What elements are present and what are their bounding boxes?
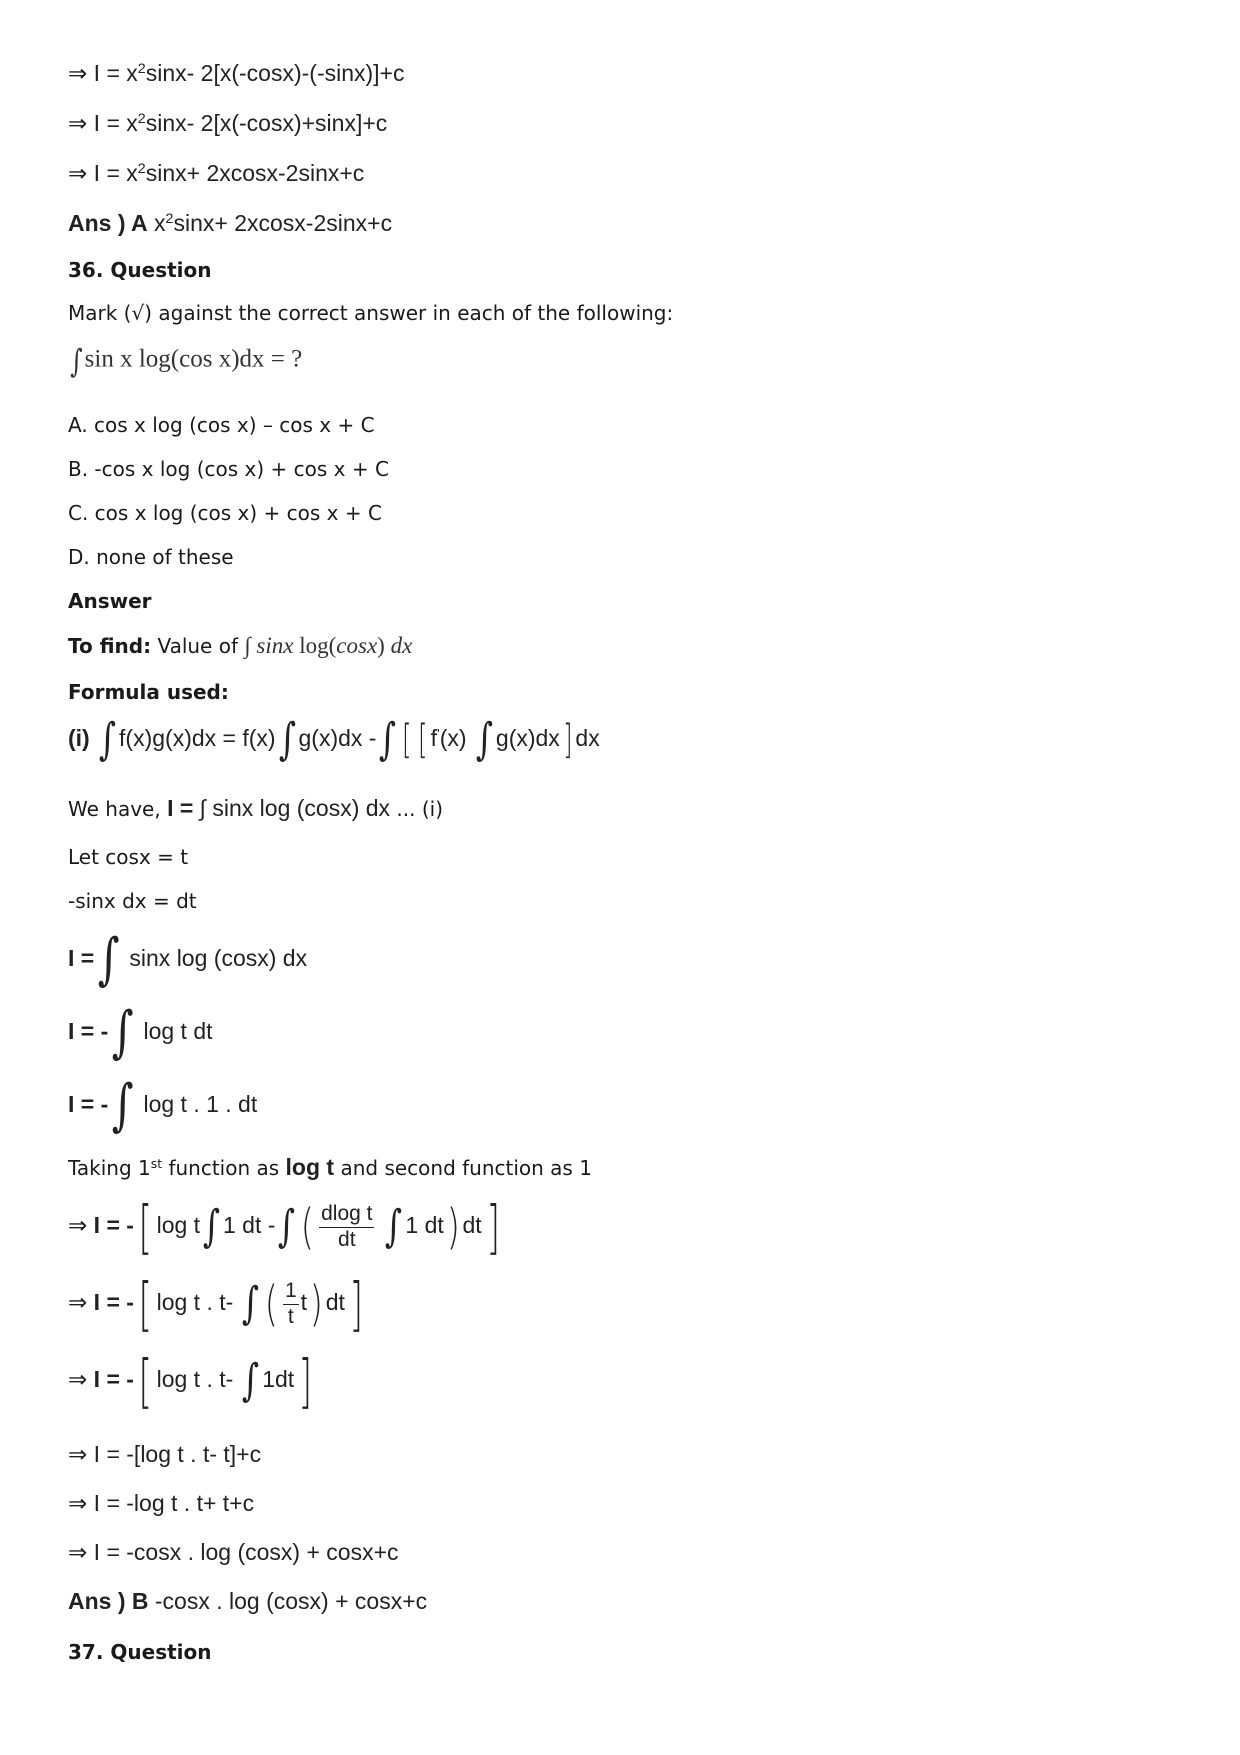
right-bracket: ] <box>349 1270 364 1338</box>
answer-heading: Answer <box>68 589 152 613</box>
work-step-2 <box>68 1270 368 1338</box>
integral-sign: ∫ <box>475 714 494 765</box>
expr-part: dt <box>462 1212 482 1239</box>
formula-label: (i) <box>68 725 90 752</box>
work-step-4 <box>68 1441 261 1468</box>
formula-heading: Formula used: <box>68 680 229 704</box>
question-36-heading: 36. Question <box>68 258 212 282</box>
integral-sign: ∫ <box>98 714 117 765</box>
answer-label: Ans ) A <box>68 210 148 236</box>
we-have-expression <box>167 795 390 821</box>
left-paren: ( <box>301 1199 315 1255</box>
numerator: dlog t <box>319 1203 374 1227</box>
taking-text: and second function as 1 <box>340 1156 592 1180</box>
to-find-text: Value of <box>157 634 238 658</box>
taking-line <box>68 1154 592 1181</box>
right-paren: ) <box>446 1199 460 1255</box>
work-step-6 <box>68 1539 399 1566</box>
implies-arrow: ⇒ <box>68 1490 88 1516</box>
answer-35 <box>68 210 392 237</box>
step-text: I = x <box>93 160 138 186</box>
prime-mark: ' <box>437 726 440 743</box>
exponent: 2 <box>137 61 146 78</box>
step-text: I = -[log t . t- t]+c <box>93 1441 262 1467</box>
implies-arrow: ⇒ <box>68 1289 88 1316</box>
integral-sign: ∫ <box>202 1201 221 1252</box>
expr-part: I = <box>68 945 95 972</box>
option-b: B. -cos x log (cos x) + cos x + C <box>68 457 389 481</box>
we-have-text: We have, <box>68 797 161 821</box>
we-have-line <box>68 795 443 822</box>
left-bracket: [ <box>402 717 412 763</box>
expr-part: log( <box>299 633 337 658</box>
expr-part: log t . 1 . dt <box>143 1091 258 1118</box>
function-name: log t <box>285 1154 335 1180</box>
fraction <box>319 1203 374 1250</box>
expr-part: I = - <box>68 1091 109 1118</box>
exponent: 2 <box>137 161 146 178</box>
answer-36 <box>68 1588 427 1615</box>
expr-part: sinx log (cosx) dx <box>129 945 308 972</box>
option-c: C. cos x log (cos x) + cos x + C <box>68 501 382 525</box>
step-text: sinx- 2[x(-cosx)-(-sinx)]+c <box>145 60 405 86</box>
formula-part: f(x)g(x)dx = f(x) <box>119 725 276 752</box>
implies-arrow: ⇒ <box>68 110 88 136</box>
taking-text: function as <box>168 1156 280 1180</box>
right-bracket: ] <box>298 1347 313 1415</box>
integral-sign: ∫ <box>278 1201 296 1252</box>
option-a: A. cos x log (cos x) – cos x + C <box>68 413 375 437</box>
let-line: Let cosx = t <box>68 845 189 869</box>
work-step-3 <box>68 1347 317 1415</box>
expr-part: I = - <box>93 1289 134 1316</box>
right-paren: ) <box>309 1276 323 1332</box>
formula-part: g(x)dx - <box>298 725 377 752</box>
implies-arrow: ⇒ <box>68 1212 88 1239</box>
expr-part: dt <box>325 1289 345 1316</box>
implies-arrow: ⇒ <box>68 1539 88 1565</box>
expr-part: sinx <box>256 633 294 658</box>
denominator: t <box>287 1304 294 1328</box>
taking-text: Taking 1 <box>68 1156 151 1180</box>
exponent: 2 <box>165 211 174 228</box>
denominator: dt <box>338 1227 356 1251</box>
formula-part: (x) <box>439 725 467 752</box>
left-bracket: [ <box>138 1193 153 1261</box>
integral-sign: ∫ <box>385 1201 403 1252</box>
integral-sign: ∫ <box>111 1073 134 1138</box>
answer-text: x <box>154 210 166 236</box>
expr-part: log t . t- <box>156 1366 234 1393</box>
formula-part: dx <box>575 725 600 752</box>
question-instruction: Mark (√) against the correct answer in each of the following: <box>68 301 674 325</box>
expr-part: cosx <box>336 633 378 658</box>
step-text: sinx- 2[x(-cosx)+sinx]+c <box>145 110 388 136</box>
implies-arrow: ⇒ <box>68 1366 88 1393</box>
expr-part: log t dt <box>143 1018 213 1045</box>
expr-part: 1 dt <box>405 1212 444 1239</box>
formula-part: g(x)dx <box>495 725 560 752</box>
equation-tag: ... (i) <box>396 797 443 821</box>
expr-part: dx <box>390 633 413 658</box>
integral-sign: ∫ <box>242 1355 260 1406</box>
expr-part: sinx log (cosx) dx <box>212 795 391 821</box>
expr-part: I = - <box>68 1018 109 1045</box>
implies-arrow: ⇒ <box>68 160 88 186</box>
step-line-3 <box>68 160 364 187</box>
integral-sign: ∫ <box>97 927 120 992</box>
left-bracket: [ <box>418 717 428 763</box>
integral-sign: ∫ <box>278 714 296 765</box>
work-step-5 <box>68 1490 254 1517</box>
integral-sign: ∫ <box>111 1000 134 1065</box>
integral-sign: ∫ <box>199 795 206 821</box>
expr-part: ) <box>377 633 385 658</box>
to-find-expression <box>244 633 412 658</box>
implies-arrow: ⇒ <box>68 60 88 86</box>
answer-label: Ans ) B <box>68 1588 149 1614</box>
expr-part: log t <box>156 1212 201 1239</box>
work-step-1 <box>68 1193 504 1261</box>
step-text: sinx+ 2xcosx-2sinx+c <box>145 160 365 186</box>
expr-part: I = - <box>93 1212 134 1239</box>
right-bracket: ] <box>486 1193 500 1261</box>
option-d: D. none of these <box>68 545 234 569</box>
step-text: I = x <box>93 60 138 86</box>
answer-text: -cosx . log (cosx) + cosx+c <box>154 1588 428 1614</box>
expr-part: log t . t- <box>156 1289 234 1316</box>
implies-arrow: ⇒ <box>68 1441 88 1467</box>
sub-step-3 <box>68 1073 258 1138</box>
ordinal-suffix: st <box>150 1156 163 1172</box>
integral-sign: ∫ <box>244 633 251 658</box>
step-text: I = x <box>93 110 138 136</box>
answer-text: sinx+ 2xcosx-2sinx+c <box>173 210 393 236</box>
formula-line <box>68 714 600 765</box>
numerator: 1 <box>283 1280 299 1304</box>
integral-sign: ∫ <box>70 342 83 380</box>
fraction <box>283 1280 299 1327</box>
question-expression <box>68 342 303 380</box>
right-bracket: ] <box>562 717 573 763</box>
integral-sign: ∫ <box>379 714 397 765</box>
left-paren: ( <box>265 1276 279 1332</box>
step-text: I = -cosx . log (cosx) + cosx+c <box>93 1539 399 1565</box>
left-bracket: [ <box>138 1270 153 1338</box>
left-bracket: [ <box>138 1347 153 1415</box>
expr-part: I = <box>167 795 194 821</box>
question-37-heading: 37. Question <box>68 1640 212 1664</box>
expr-part: I = - <box>93 1366 134 1393</box>
sub-step-1 <box>68 927 308 992</box>
expr-part: t <box>300 1289 308 1316</box>
to-find-label: To find: <box>68 634 152 658</box>
step-line-1 <box>68 60 404 87</box>
to-find-line <box>68 633 412 659</box>
step-text: I = -log t . t+ t+c <box>93 1490 255 1516</box>
expression-text: sin x log(cos x)dx = ? <box>84 345 303 373</box>
diff-line: -sinx dx = dt <box>68 889 197 913</box>
formula-part: f <box>430 725 438 752</box>
step-line-2 <box>68 110 387 137</box>
expr-part: 1 dt - <box>223 1212 276 1239</box>
expr-part: 1dt <box>262 1366 295 1393</box>
integral-sign: ∫ <box>242 1278 260 1329</box>
sub-step-2 <box>68 1000 213 1065</box>
exponent: 2 <box>137 111 146 128</box>
